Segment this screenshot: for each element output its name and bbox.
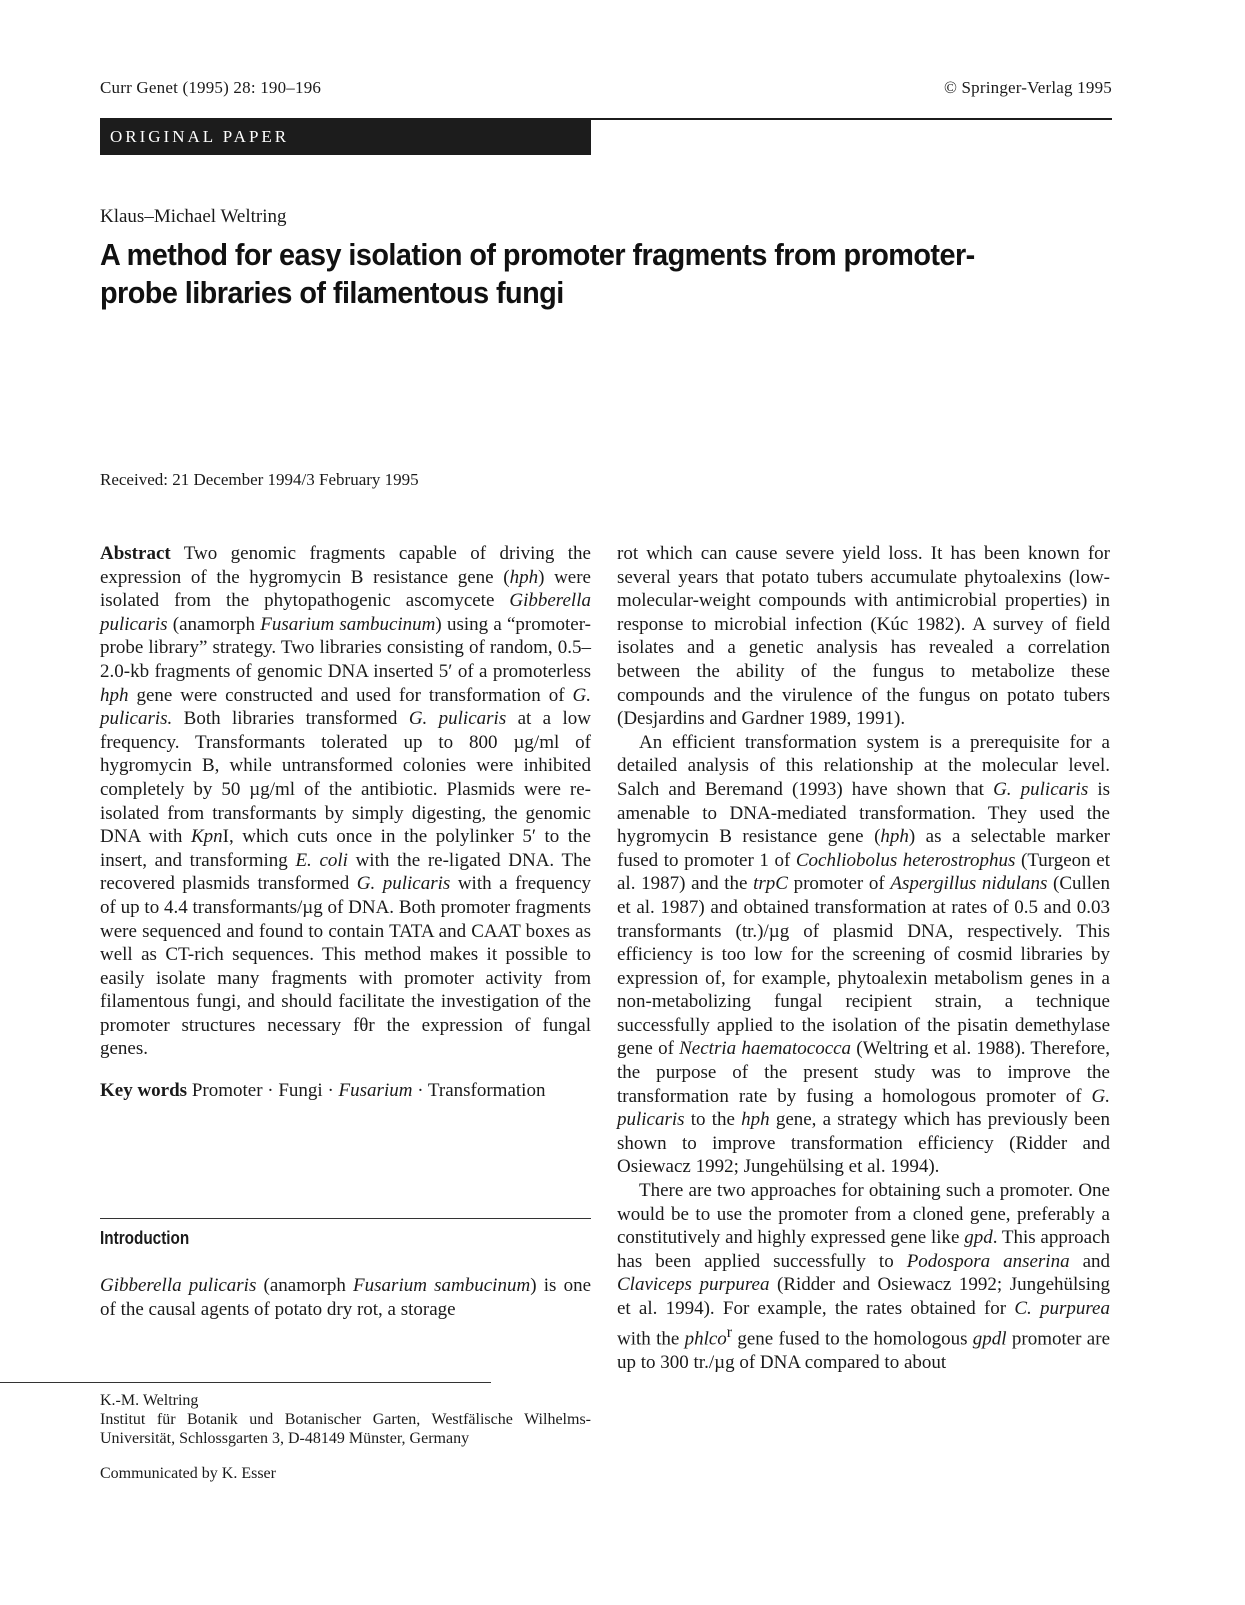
para-text: gpd — [964, 1227, 993, 1249]
paragraph — [617, 731, 1110, 1179]
para-text: is amenable to DNA-mediated transformation. They used the hygromycin B resistance gene ( — [617, 778, 1110, 848]
abstract-text: Gibberella pulicaris — [100, 590, 591, 635]
keywords-text: Promoter · Fungi · — [187, 1080, 339, 1102]
abstract-text: Two genomic fragments capable of driving the expression of the hygromycin B resistance gene ( — [100, 543, 591, 588]
abstract-text: gene were constructed and used for transformation of — [128, 684, 573, 706]
para-text: promoter of — [787, 873, 891, 895]
author-affiliation — [100, 1391, 591, 1448]
section-band: ORIGINAL PAPER — [100, 118, 591, 155]
para-text: G. pulicaris — [617, 1085, 1110, 1131]
para-text: ) as a selectable marker fused to promoter 1 of — [617, 826, 1110, 871]
para-text: G. pulicaris — [993, 778, 1089, 800]
author-name: Klaus–Michael Weltring — [100, 206, 287, 227]
abstract-text: with the re-ligated DNA. The recovered plasmids transformed — [100, 849, 591, 895]
abstract-text: Fusarium sambucinum — [260, 613, 436, 635]
abstract-text: with a frequency of up to 4.4 transformants/µg of DNA. Both promoter fragments were sequenced and found to contain TATA and CAAT boxes as well as CT-rich sequences. This method makes it possible to easily isolate many fragments with promoter activity from filamentous fungi, and should facilitate the investigation of the promoter structures necessary fθr the expression of fungal genes. — [100, 873, 591, 1060]
para-text: (Turgeon et al. 1987) and the — [617, 849, 1110, 895]
abstract-text: Both libraries transformed — [172, 708, 409, 730]
paper-title: A method for easy isolation of promoter fragments from promoter-probe libraries of filamentous fungi — [100, 237, 975, 310]
header-rule — [591, 118, 1112, 120]
abstract-text: I, which cuts once in the polylinker 5′ to the insert, and transforming — [100, 826, 591, 871]
abstract-text: hph — [509, 566, 539, 588]
keywords-text: · Transformation — [412, 1080, 546, 1102]
abstract-text: (anamorph — [167, 613, 261, 635]
para-text: Nectria haematococca — [679, 1038, 852, 1060]
affiliation-address: Institut für Botanik und Botanischer Garten, Westfälische Wilhelms-Universität, Schlossgarten 3, D-48149 Münster, Germany — [100, 1411, 591, 1447]
para-text: gpdl — [972, 1327, 1007, 1349]
para-text: gene fused to the homologous — [732, 1327, 973, 1349]
paragraph: rot which can cause severe yield loss. It has been known for several years that potato tubers accumulate phytoalexins (low-molecular-weight compounds with antimicrobial properties) in response to microbial infection (Kúc 1982). A survey of field isolates and a genetic analysis has revealed a correlation between the ability of the fungus to metabolize these compounds and the virulence of the fungus on potato tubers (Desjardins and Gardner 1989, 1991). — [617, 543, 1110, 730]
left-column — [100, 542, 591, 1103]
para-text: An efficient transformation system is a prerequisite for a detailed analysis of this relationship at the molecular level. Salch and Beremand (1993) have shown that — [617, 731, 1110, 800]
para-text: r — [726, 1323, 733, 1341]
intro-text: Gibberella pulicaris — [100, 1275, 257, 1296]
communicated-by: Communicated by K. Esser — [100, 1465, 276, 1482]
journal-reference: Curr Genet (1995) 28: 190–196 — [100, 78, 322, 97]
para-text: phlco — [684, 1327, 727, 1349]
abstract-text: ) using a “promoter-probe library” strategy. Two libraries consisting of random, 0.5–2.0-kb fragments of genomic DNA inserted 5′ of a promoterless — [100, 613, 591, 682]
abstract-text: G. pulicaris. — [100, 684, 591, 730]
para-text: Cochliobolus heterostrophus — [795, 849, 1016, 871]
footnote-rule — [0, 1382, 491, 1383]
para-text: (Cullen et al. 1987) and obtained transformation at rates of 0.5 and 0.03 transformants (tr.)/µg of plasmid DNA, respectively. This efficiency is too low for the screening of cosmid libraries by expression of, for example, phytoalexin metabolism genes in a non-metabolizing fungal recipient strain, a technique successfully applied to the isolation of the pisatin demethylase gene of — [617, 873, 1110, 1060]
para-text: Claviceps purpurea — [617, 1274, 770, 1296]
abstract-text: at a low frequency. Transformants tolerated up to 800 µg/ml of hygromycin B, while untransformed colonies were inhibited completely by 50 µg/ml of the antibiotic. Plasmids were re-isolated from transformants by simply digesting, the genomic DNA with — [100, 708, 591, 848]
intro-text: (anamorph — [256, 1275, 354, 1296]
received-date: Received: 21 December 1994/3 February 1995 — [100, 470, 419, 489]
para-text: trpC — [753, 873, 788, 895]
para-text: hph — [880, 826, 909, 848]
para-text: hph — [741, 1109, 770, 1131]
para-text: Aspergillus nidulans — [890, 873, 1048, 895]
abstract-text: G. pulicaris — [408, 708, 507, 730]
intro-text: Fusarium sambucinum — [353, 1275, 531, 1296]
para-text: (Weltring et al. 1988). Therefore, the purpose of the present study was to improve the transformation rate by fusing a homologous promoter of — [617, 1038, 1110, 1107]
section-rule — [100, 1218, 591, 1219]
abstract-text: G. pulicaris — [356, 873, 451, 895]
introduction-text — [100, 1274, 591, 1321]
abstract-text: E. coli — [295, 849, 348, 871]
abstract — [100, 542, 591, 1061]
keywords-text: Fusarium — [338, 1080, 413, 1102]
para-text: There are two approaches for obtaining such a promoter. One would be to use the promoter from a cloned gene, preferably a constitutively and highly expressed gene like — [617, 1180, 1110, 1249]
para-text: (Ridder and Osiewacz 1992; Jungehülsing et al. 1994). For example, the rates obtained for — [617, 1274, 1110, 1319]
keywords — [100, 1079, 591, 1103]
affiliation-name: K.-M. Weltring — [100, 1392, 199, 1409]
abstract-text: Kpn — [190, 826, 223, 848]
para-text: gene, a strategy which has previously been shown to improve transformation efficiency (Ridder and Osiewacz 1992; Jungehülsing et al. 1994). — [617, 1109, 1110, 1178]
paragraph — [617, 1179, 1110, 1374]
para-text: . This approach has been applied successfully to — [617, 1227, 1111, 1272]
para-text: with the — [617, 1327, 685, 1349]
para-text: C. purpurea — [1014, 1298, 1110, 1319]
copyright-notice: © Springer-Verlag 1995 — [943, 78, 1112, 97]
para-text: Podospora anserina — [906, 1250, 1070, 1272]
para-text: and — [1069, 1250, 1110, 1272]
keywords-lead: Key words — [100, 1080, 188, 1102]
intro-text: ) is one of the causal agents of potato dry rot, a storage — [100, 1275, 591, 1320]
abstract-text: hph — [100, 684, 129, 706]
para-text: to the — [684, 1109, 742, 1131]
right-column — [617, 542, 1110, 1374]
abstract-lead: Abstract — [100, 543, 171, 564]
introduction-heading: Introduction — [100, 1228, 190, 1248]
abstract-text: ) were isolated from the phytopathogenic ascomycete — [100, 566, 591, 612]
para-text: promoter are up to 300 tr./µg of DNA compared to about — [617, 1327, 1110, 1373]
